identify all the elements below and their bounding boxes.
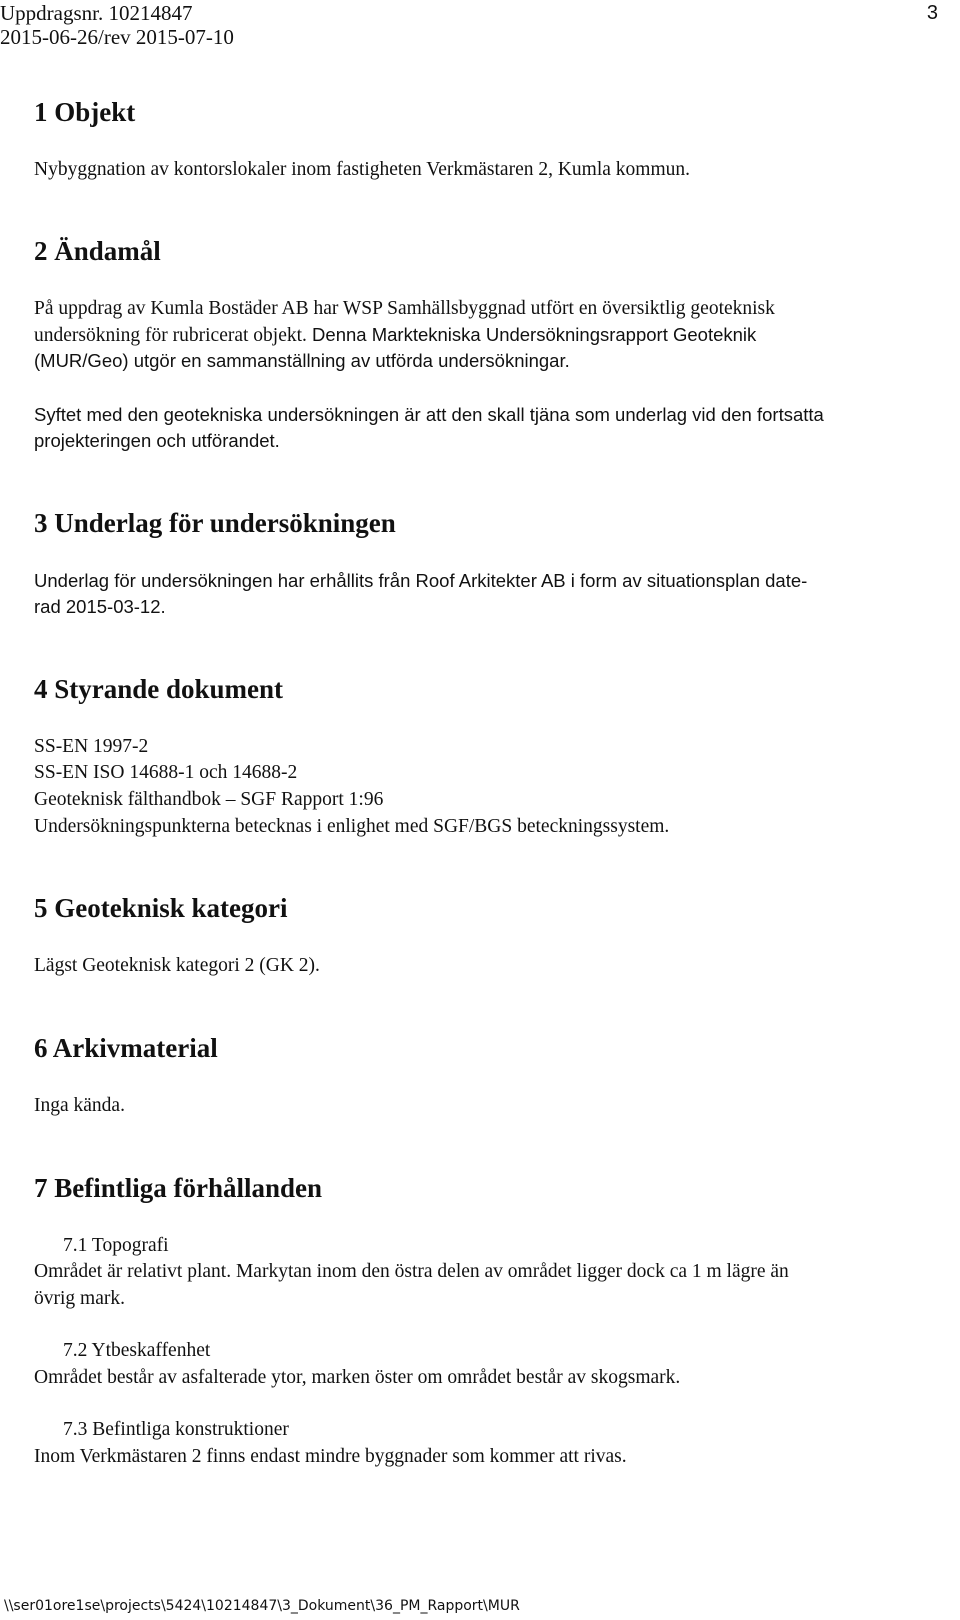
andamal-line-2 (34, 321, 756, 349)
section-heading-befintliga-forhallanden: 7 Befintliga förhållanden (34, 1173, 323, 1203)
andamal-line-2b: Denna Marktekniska Undersökningsrapport Geoteknik (306, 324, 757, 345)
underlag-line-1: Underlag för undersökningen har erhållits från Roof Arkitekter AB i form av situationsplan date- (34, 570, 808, 591)
subheading-topografi: 7.1 Topografi (63, 1235, 169, 1256)
page-number: 3 (926, 2, 938, 24)
topografi-line-2: övrig mark. (34, 1288, 125, 1309)
section-text-objekt: Nybyggnation av kontorslokaler inom fastigheten Verkmästaren 2, Kumla kommun. (34, 159, 691, 180)
syfte-line-1: Syftet med den geotekniska undersökningen är att den skall tjäna som underlag vid den fortsatta (34, 404, 824, 425)
section-heading-styrande-dokument: 4 Styrande dokument (34, 674, 284, 704)
styrande-line-3: Geoteknisk fälthandbok – SGF Rapport 1:96 (34, 789, 384, 810)
kategori-text: Lägst Geoteknisk kategori 2 (GK 2). (34, 955, 320, 976)
header-date: 2015-06-26/rev 2015-07-10 (0, 25, 234, 49)
section-heading-arkivmaterial: 6 Arkivmaterial (34, 1033, 218, 1063)
underlag-line-2: rad 2015-03-12. (34, 596, 166, 617)
topografi-line-1: Området är relativt plant. Markytan inom den östra delen av området ligger dock ca 1 m lägre än (34, 1261, 789, 1282)
ytbeskaffenhet-text: Området består av asfalterade ytor, marken öster om området består av skogsmark. (34, 1367, 681, 1388)
subheading-ytbeskaffenhet: 7.2 Ytbeskaffenhet (63, 1340, 211, 1361)
section-heading-geoteknisk-kategori: 5 Geoteknisk kategori (34, 893, 288, 923)
konstruktioner-text: Inom Verkmästaren 2 finns endast mindre byggnader som kommer att rivas. (34, 1446, 627, 1467)
section-heading-andamal: 2 Ändamål (34, 236, 161, 266)
andamal-line-1: På uppdrag av Kumla Bostäder AB har WSP Samhällsbyggnad utfört en översiktlig geoteknisk (34, 298, 775, 319)
andamal-line-3: (MUR/Geo) utgör en sammanställning av utförda undersökningar. (34, 350, 570, 371)
section-heading-objekt: 1 Objekt (34, 97, 136, 127)
styrande-line-4: Undersökningspunkterna betecknas i enlighet med SGF/BGS beteckningssystem. (34, 816, 670, 837)
andamal-line-2a: undersökning för rubricerat objekt. (34, 325, 307, 346)
section-heading-underlag: 3 Underlag för undersökningen (34, 508, 396, 538)
footer-file-path: \\ser01ore1se\projects\5424\10214847\3_Dokument\36_PM_Rapport\MUR (4, 1598, 520, 1614)
subheading-befintliga-konstruktioner: 7.3 Befintliga konstruktioner (63, 1419, 289, 1440)
syfte-line-2: projekteringen och utförandet. (34, 430, 280, 451)
styrande-line-2: SS-EN ISO 14688-1 och 14688-2 (34, 762, 298, 783)
arkivmaterial-text: Inga kända. (34, 1095, 125, 1116)
styrande-line-1: SS-EN 1997-2 (34, 736, 149, 757)
header-assignment-number: Uppdragsnr. 10214847 (0, 1, 193, 25)
